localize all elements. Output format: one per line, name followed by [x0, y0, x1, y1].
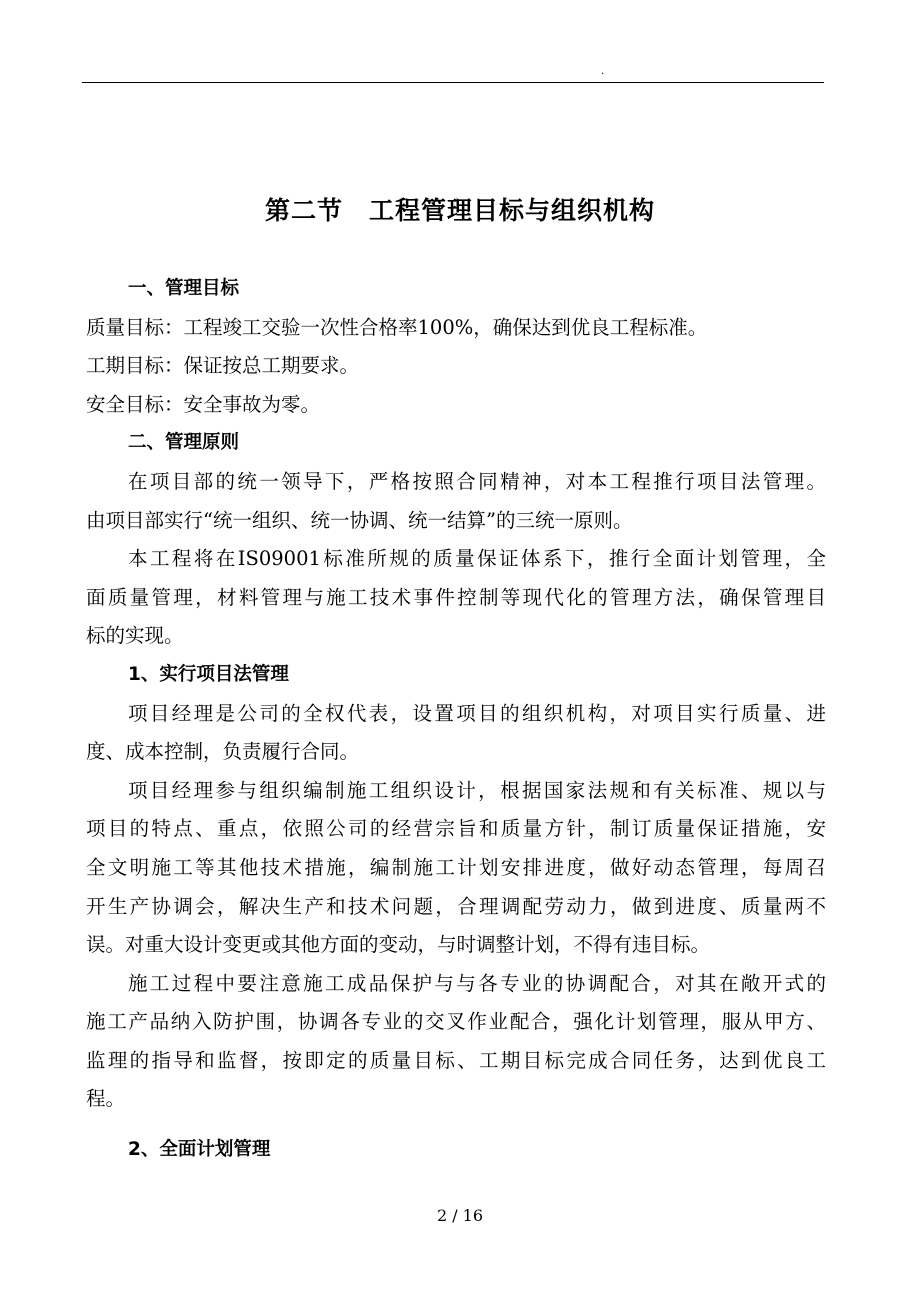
spacer	[86, 1119, 826, 1131]
paragraph-line: 施工过程中要注意施工成品保护与与各专业的协调配合，对其在敞开式的	[128, 971, 826, 995]
paragraph-line: 项目经理参与组织编制施工组织设计，根据国家法规和有关标准、规以与	[128, 778, 826, 802]
page-title: 第二节 工程管理目标与组织机构	[264, 196, 655, 225]
paragraph-line: 本工程将在IS09001标准所规的质量保证体系下，推行全面计划管理，全	[128, 547, 826, 571]
paragraph-line: 误。对重大设计变更或其他方面的变动，与时调整计划，不得有违目标。	[86, 933, 711, 957]
paragraph-line: 开生产协调会，解决生产和技术问题，合理调配劳动力，做到进度、质量两不	[86, 894, 826, 918]
paragraph-line: 度、成本控制，负责履行合同。	[86, 740, 360, 764]
header-rule	[82, 82, 824, 83]
document-body	[86, 270, 826, 1170]
subsection-heading-overall-planning: 2、全面计划管理	[128, 1139, 271, 1161]
paragraph-line: 在项目部的统一领导下，严格按照合同精神，对本工程推行项目法管理。	[128, 469, 826, 493]
subsection-heading-project-management: 1、实行项目法管理	[128, 663, 289, 685]
header-mark: .	[601, 66, 605, 77]
paragraph-line: 由项目部实行“统一组织、统一协调、统一结算”的三统一原则。	[86, 508, 633, 532]
paragraph-line: 项目的特点、重点，依照公司的经营宗旨和质量方针，制订质量保证措施，安	[86, 817, 826, 841]
paragraph-line: 全文明施工等其他技术措施，编制施工计划安排进度，做好动态管理，每周召	[86, 855, 826, 879]
paragraph-line: 安全目标：安全事故为零。	[86, 392, 321, 416]
section-heading-management-goals: 一、管理目标	[128, 278, 240, 299]
paragraph-line: 标的实现。	[86, 624, 184, 648]
section-heading-management-principles: 二、管理原则	[128, 432, 240, 454]
paragraph-line: 工期目标：保证按总工期要求。	[86, 354, 360, 378]
paragraph-line: 监理的指导和监督，按即定的质量目标、工期目标完成合同任务，达到优良工	[86, 1048, 826, 1072]
paragraph-line: 程。	[86, 1087, 126, 1111]
paragraph-line: 项目经理是公司的全权代表，设置项目的组织机构，对项目实行质量、进	[128, 701, 826, 725]
paragraph-line: 质量目标：工程竣工交验一次性合格率100%，确保达到优良工程标准。	[86, 315, 708, 339]
paragraph-line: 施工产品纳入防护围，协调各专业的交叉作业配合，强化计划管理，服从甲方、	[86, 1010, 826, 1034]
paragraph-line: 面质量管理，材料管理与施工技术事件控制等现代化的管理方法，确保管理目	[86, 585, 826, 609]
page-number: 2 / 16	[436, 1206, 484, 1225]
